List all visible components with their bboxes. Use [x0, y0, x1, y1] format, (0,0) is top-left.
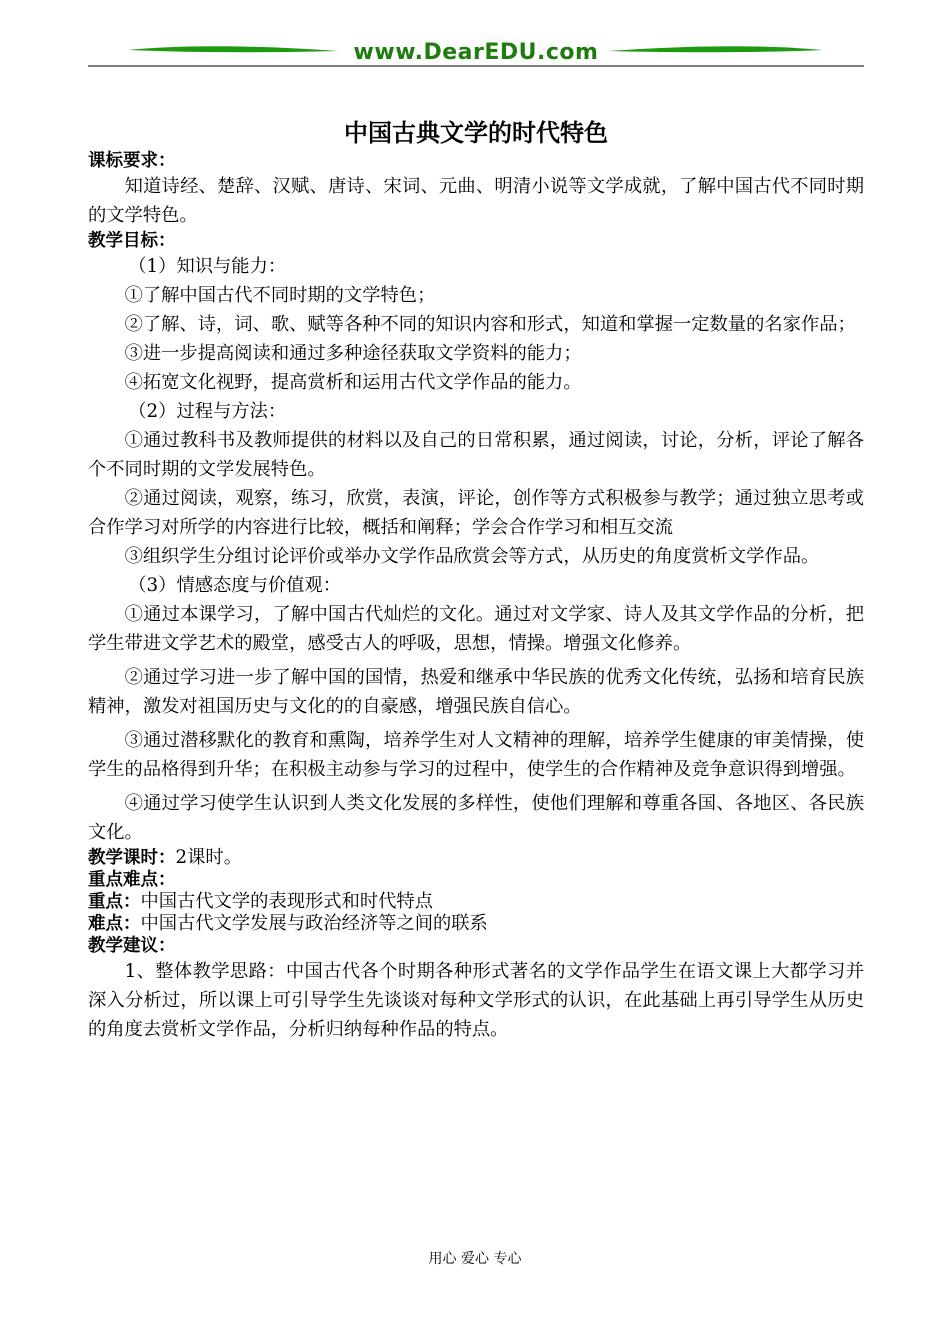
advice-text: 1、整体教学思路：中国古代各个时期各种形式著名的文学作品学生在语文课上大都学习并深入分析过，所以课上可引导学生先谈谈对每种文学形式的认识，在此基础上再引导学生从历史的角度去赏析文学作品，分析归纳每种作品的特点。	[88, 961, 864, 1040]
hours-value: 2课时。	[175, 847, 242, 868]
goal2-item: ③组织学生分组讨论评价或举办文学作品欣赏会等方式，从历史的角度赏析文学作品。	[124, 546, 820, 567]
advice-heading: 教学建议：	[88, 936, 176, 956]
goal2-heading: （2）过程与方法：	[128, 401, 287, 422]
goal1-item: ③进一步提高阅读和通过多种途径获取文学资料的能力；	[124, 343, 582, 364]
goal1-item: ④拓宽文化视野，提高赏析和运用古代文学作品的能力。	[124, 372, 582, 393]
goal1-item: ①了解中国古代不同时期的文学特色；	[124, 285, 436, 306]
difficulty-label: 难点：	[88, 914, 141, 934]
page-header	[88, 38, 864, 70]
key-point	[88, 891, 864, 913]
key-value: 中国古代文学的表现形式和时代特点	[140, 891, 433, 912]
page-footer: 用心 爱心 专心	[428, 1251, 522, 1267]
goal2-item: ②通过阅读，观察，练习，欣赏，表演，评论，创作等方式积极参与教学；通过独立思考或合作学习对所学的内容进行比较，概括和阐释；学会合作学习和相互交流	[88, 488, 864, 538]
goal1-heading: （1）知识与能力：	[128, 256, 287, 277]
site-logo-text: www.DearEDU.com	[353, 40, 599, 65]
document-title: 中国古典文学的时代特色	[344, 119, 608, 147]
goal1-item: ②了解、诗，词、歌、赋等各种不同的知识内容和形式，知道和掌握一定数量的名家作品；	[124, 314, 856, 335]
goal2-item: ①通过教科书及教师提供的材料以及自己的日常积累，通过阅读，讨论，分析，评论了解各个不同时期的文学发展特色。	[88, 430, 864, 480]
goal3-item: ③通过潜移默化的教育和熏陶，培养学生对人文精神的理解，培养学生健康的审美情操，使学生的品格得到升华；在积极主动参与学习的过程中，使学生的合作精神及竞争意识得到增强。	[88, 730, 864, 780]
document-body	[88, 150, 864, 1044]
goal3-item: ①通过本课学习，了解中国古代灿烂的文化。通过对文学家、诗人及其文学作品的分析，把学生带进文学艺术的殿堂，感受古人的呼吸，思想，情操。增强文化修养。	[88, 604, 864, 654]
difficulty-point	[88, 913, 864, 935]
difficulty-value: 中国古代文学发展与政治经济等之间的联系	[140, 913, 488, 934]
key-label: 重点：	[88, 892, 141, 912]
goals-heading: 教学目标：	[88, 231, 176, 251]
goal3-heading: （3）情感态度与价值观：	[128, 575, 341, 596]
hours-label: 教学课时：	[88, 848, 176, 868]
curriculum-text: 知道诗经、楚辞、汉赋、唐诗、宋词、元曲、明清小说等文学成就，了解中国古代不同时期的文学特色。	[88, 176, 864, 226]
curriculum-heading: 课标要求：	[88, 151, 176, 171]
keypoints-heading: 重点难点：	[88, 870, 176, 890]
goal3-item: ④通过学习使学生认识到人类文化发展的多样性，使他们理解和尊重各国、各地区、各民族文化。	[88, 793, 864, 843]
goal3-item: ②通过学习进一步了解中国的国情，热爱和继承中华民族的优秀文化传统，弘扬和培育民族精神，激发对祖国历史与文化的的自豪感，增强民族自信心。	[88, 667, 864, 717]
teaching-hours	[88, 847, 864, 869]
